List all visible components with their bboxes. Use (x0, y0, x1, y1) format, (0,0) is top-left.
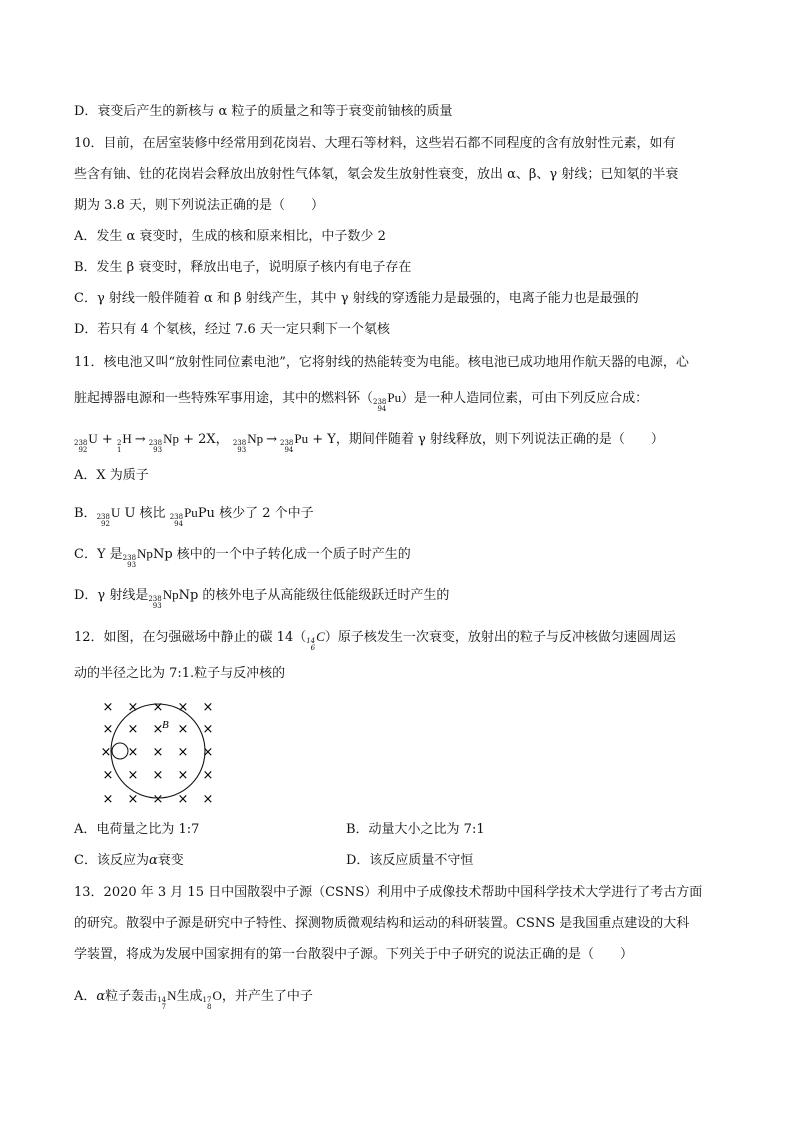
q13-option-a: A．α粒子轰击 14 7 N生成 17 8 O，并产生了中子 (74, 988, 313, 1011)
q10-stem-line1: 10．目前，在居室装修中经常用到花岗岩、大理石等材料，这些岩石都不同程度的含有放射性元素，如有 (74, 136, 676, 151)
q10-stem-line3: 期为 3.8 天，则下列说法正确的是（ ） (74, 198, 324, 213)
nuclide-u-238: 238 92 U (74, 431, 98, 454)
nuclide-np-238: 238 93 Np (148, 431, 179, 454)
field-cross-icon: × (202, 768, 214, 783)
field-cross-icon: × (177, 768, 189, 783)
q11-stem-line2-a: 脏起搏器电源和一些特殊军事用途，其中的燃料钚（ (74, 391, 374, 406)
q13-stem-line2: 的研究。散裂中子源是研究中子特性、探测物质微观结构和运动的科研装置。CSNS 是我国重点建设的大科 (74, 916, 690, 931)
field-cross-icon: × (102, 792, 114, 807)
nuclide-o-17: 17 8 O (202, 988, 222, 1011)
q11-stem-line2 (74, 388, 648, 413)
q13-stem-line1: 13．2020 年 3 月 15 日中国散裂中子源（CSNS）利用中子成像技术帮助中国科学技术大学进行了考古方面 (74, 885, 703, 900)
nuclide-h-2: 2 1 H (116, 431, 132, 454)
q11-option-a: A．X 为质子 (74, 468, 149, 483)
q12-option-b: B．动量大小之比为 7:1 (346, 822, 485, 837)
nuclide-np-238-optc: 238 93 Np (122, 546, 153, 569)
q10-option-c: C．γ 射线一般伴随着 α 和 β 射线产生，其中 γ 射线的穿透能力是最强的，电离子能力也是最强的 (74, 291, 639, 306)
q10-stem-line2: 些含有铀、钍的花岗岩会释放出放射性气体氡，氡会发生放射性衰变，放出 α、β、γ 射线；已知氡的半衰 (74, 167, 679, 182)
q10-option-a: A．发生 α 衰变时，生成的核和原来相比，中子数少 2 (74, 229, 386, 244)
field-cross-icon: × (102, 700, 114, 715)
q11-option-c: C．Y 是 238 93 NpNp 核中的一个中子转化成一个质子时产生的 (74, 546, 411, 569)
field-cross-icon: × (152, 792, 164, 807)
field-cross-icon: × (177, 792, 189, 807)
field-cross-icon: × (127, 768, 139, 783)
field-cross-icon: × (127, 792, 139, 807)
q12-stem-line1: 12．如图，在匀强磁场中静止的碳 14（ 14 6 C）原子核发生一次衰变，放射出的粒子与反冲核做匀速圆周运 (74, 629, 676, 652)
field-cross-icon: × (152, 768, 164, 783)
field-cross-icon: × (102, 768, 114, 783)
reaction-arrow-icon: → (134, 432, 146, 447)
field-cross-icon: × (100, 745, 112, 760)
nuclide-np-238-optd: 238 93 Np (148, 587, 179, 610)
field-cross-icon: × (152, 700, 164, 715)
q11-option-b: B． 238 92 U U 核比 238 94 PuPu 核少了 2 个中子 (74, 505, 314, 528)
nuclide-n-14: 14 7 N (157, 988, 177, 1011)
field-cross-icon: × (177, 745, 189, 760)
field-cross-icon: × (127, 722, 139, 737)
nuclide-pu-238-b: 238 94 Pu (279, 431, 309, 454)
q11-eq2-tail: + Y，期间伴随着 γ 射线释放，则下列说法正确的是（ ） (312, 432, 664, 447)
field-cross-icon: × (152, 745, 164, 760)
field-cross-icon: × (202, 745, 214, 760)
q12-option-d: D．该反应质量不守恒 (346, 853, 474, 868)
q9-option-d: D．衰变后产生的新核与 α 粒子的质量之和等于衰变前铀核的质量 (74, 104, 453, 119)
q11-option-d: D．γ 射线是 238 93 NpNp 的核外电子从高能级往低能级跃迁时产生的 (74, 587, 450, 610)
field-cross-icon: × (102, 722, 114, 737)
q12-option-a: A．电荷量之比为 1:7 (74, 822, 200, 837)
field-cross-icon: × (127, 700, 139, 715)
field-cross-icon: × (152, 722, 164, 737)
reaction-arrow-icon-2: → (266, 432, 277, 447)
q11-eq1-tail: + 2X， (183, 432, 229, 447)
field-cross-icon: × (202, 792, 214, 807)
q11-stem-line1: 11．核电池又叫“放射性同位素电池”，它将射线的热能转变为电能。核电池已成功地用作航天器的电源，心 (74, 355, 689, 370)
q11-stem-line2-b: ）是一种人造同位素，可由下列反应合成： (401, 391, 649, 406)
particle-orbit-circle (112, 743, 128, 759)
q13-stem-line3: 学装置，将成为发展中国家拥有的第一台散裂中子源。下列关于中子研究的说法正确的是（ ） (74, 947, 634, 962)
field-cross-icon: × (127, 745, 139, 760)
field-cross-icon: × (177, 722, 189, 737)
field-cross-icon: × (202, 700, 214, 715)
q11-equations: 238 92 U + 2 1 H → 238 93 Np + 2X， 238 93 Np → 238 94 Pu + Y，期间伴随着 γ 射线释放，则下列说法正确的是（ ） (74, 431, 664, 454)
nuclide-np-238-b: 238 93 Np (232, 431, 264, 454)
nuclide-pu-238-optb: 238 94 Pu (169, 505, 198, 528)
field-cross-icon: × (177, 700, 189, 715)
nuclide-pu-238: 238 94 Pu (373, 390, 402, 413)
nuclide-c-14: 14 6 C (306, 629, 325, 652)
q12-stem-line2: 动的半径之比为 7:1.粒子与反冲核的 (74, 666, 286, 681)
nuclide-u-238-optb: 238 92 U (96, 505, 121, 528)
field-label-b: B (162, 719, 169, 731)
field-cross-icon: × (202, 722, 214, 737)
q10-option-d: D．若只有 4 个氡核，经过 7.6 天一定只剩下一个氡核 (74, 322, 390, 337)
q10-option-b: B．发生 β 衰变时，释放出电子，说明原子核内有电子存在 (74, 260, 412, 275)
q12-option-c: C．该反应为α衰变 (74, 853, 184, 868)
magnetic-field-figure (92, 690, 232, 815)
